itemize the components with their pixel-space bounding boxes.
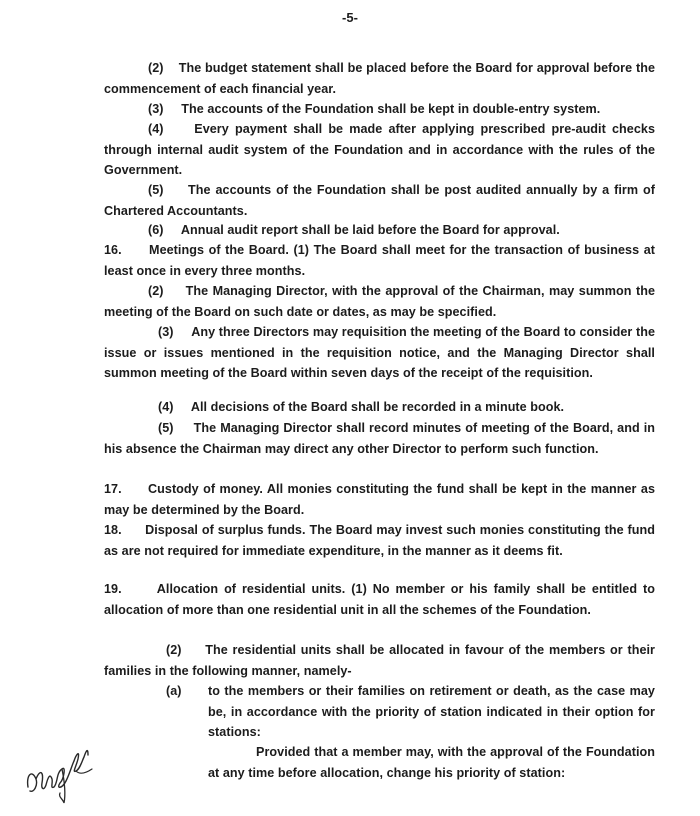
paragraph-text: The accounts of the Foundation shall be kept in double-entry system. — [181, 102, 601, 116]
paragraph-text: All decisions of the Board shall be recorded in a minute book. — [190, 400, 565, 414]
section-18-surplus — [104, 520, 655, 561]
paragraph-19-2 — [104, 640, 655, 681]
paragraph-text: The budget statement shall be placed before the Board for approval before the commencement of each financial year. — [104, 61, 655, 96]
paragraph-16-5 — [104, 418, 655, 459]
paragraph-number: (2) — [166, 643, 182, 657]
paragraph-number: (2) — [148, 284, 164, 298]
proviso-text: Provided that a member may, with the approval of the Foundation at any time before allocation, change his priority of station: — [208, 745, 655, 780]
paragraph-number: (4) — [158, 400, 174, 414]
section-number: 17. — [104, 482, 122, 496]
paragraph-number: (3) — [148, 102, 164, 116]
section-number: 16. — [104, 243, 122, 257]
paragraph-text: Any three Directors may requisition the meeting of the Board to consider the issue or issues mentioned in the requisition notice, and the Managing Director shall summon meeting of the Board within seven days of the receipt of the requisition. — [104, 325, 655, 381]
paragraph-number: (5) — [148, 183, 164, 197]
paragraph-payment — [104, 119, 655, 181]
paragraph-text: Every payment shall be made after applying prescribed pre-audit checks through internal audit system of the Foundation and in accordance with the rules of the Government. — [104, 122, 655, 178]
paragraph-text: The accounts of the Foundation shall be post audited annually by a firm of Chartered Accountants. — [104, 183, 655, 218]
section-16-meetings — [104, 240, 655, 281]
paragraph-text: (1) No member or his family shall be entitled to allocation of more than one residential unit in all the schemes of the Foundation. — [104, 582, 655, 617]
paragraph-text: The residential units shall be allocated in favour of the members or their families in the following manner, namely- — [104, 643, 656, 678]
section-19-allocation — [104, 579, 655, 620]
paragraph-number: (2) — [148, 61, 164, 75]
paragraph-16-2 — [104, 281, 655, 322]
section-heading: Allocation of residential units. — [156, 582, 346, 596]
paragraph-audit-report — [104, 220, 655, 241]
section-17-custody — [104, 479, 655, 520]
paragraph-text: The Managing Director shall record minutes of meeting of the Board, and in his absence the Chairman may direct any other Director to perform such function. — [104, 421, 655, 456]
paragraph-post-audit — [104, 180, 655, 221]
section-heading: Meetings of the Board. — [149, 243, 289, 257]
section-heading: Disposal of surplus funds. — [145, 523, 306, 537]
page-number: -5- — [341, 10, 359, 25]
clause-a-number: (a) — [166, 684, 182, 698]
paragraph-number: (4) — [148, 122, 164, 136]
paragraph-number: (6) — [148, 223, 164, 237]
paragraph-16-4 — [104, 397, 655, 418]
paragraph-text: (1) The Board shall meet for the transaction of business at least once in every three months. — [104, 243, 655, 278]
section-number: 19. — [104, 582, 122, 596]
handwritten-signature — [22, 735, 98, 805]
paragraph-16-3 — [104, 322, 655, 384]
paragraph-number: (5) — [158, 421, 174, 435]
section-number: 18. — [104, 523, 122, 537]
clause-a-text: to the members or their families on retirement or death, as the case may be, in accordance with the priority of station indicated in their option for stations: — [208, 684, 655, 740]
paragraph-number: (3) — [158, 325, 174, 339]
paragraph-budget — [104, 58, 655, 99]
paragraph-text: The Board may invest such monies constituting the fund as are not required for immediate expenditure, in the manner as it deems fit. — [104, 523, 655, 558]
paragraph-text: Annual audit report shall be laid before the Board for approval. — [180, 223, 560, 237]
paragraph-text: All monies constituting the fund shall be kept in the manner as may be determined by the Board. — [104, 482, 655, 517]
section-heading: Custody of money. — [148, 482, 263, 496]
paragraph-text: The Managing Director, with the approval of the Chairman, may summon the meeting of the Board on such date or dates, as may be specified. — [104, 284, 655, 319]
paragraph-accounts — [104, 99, 655, 120]
